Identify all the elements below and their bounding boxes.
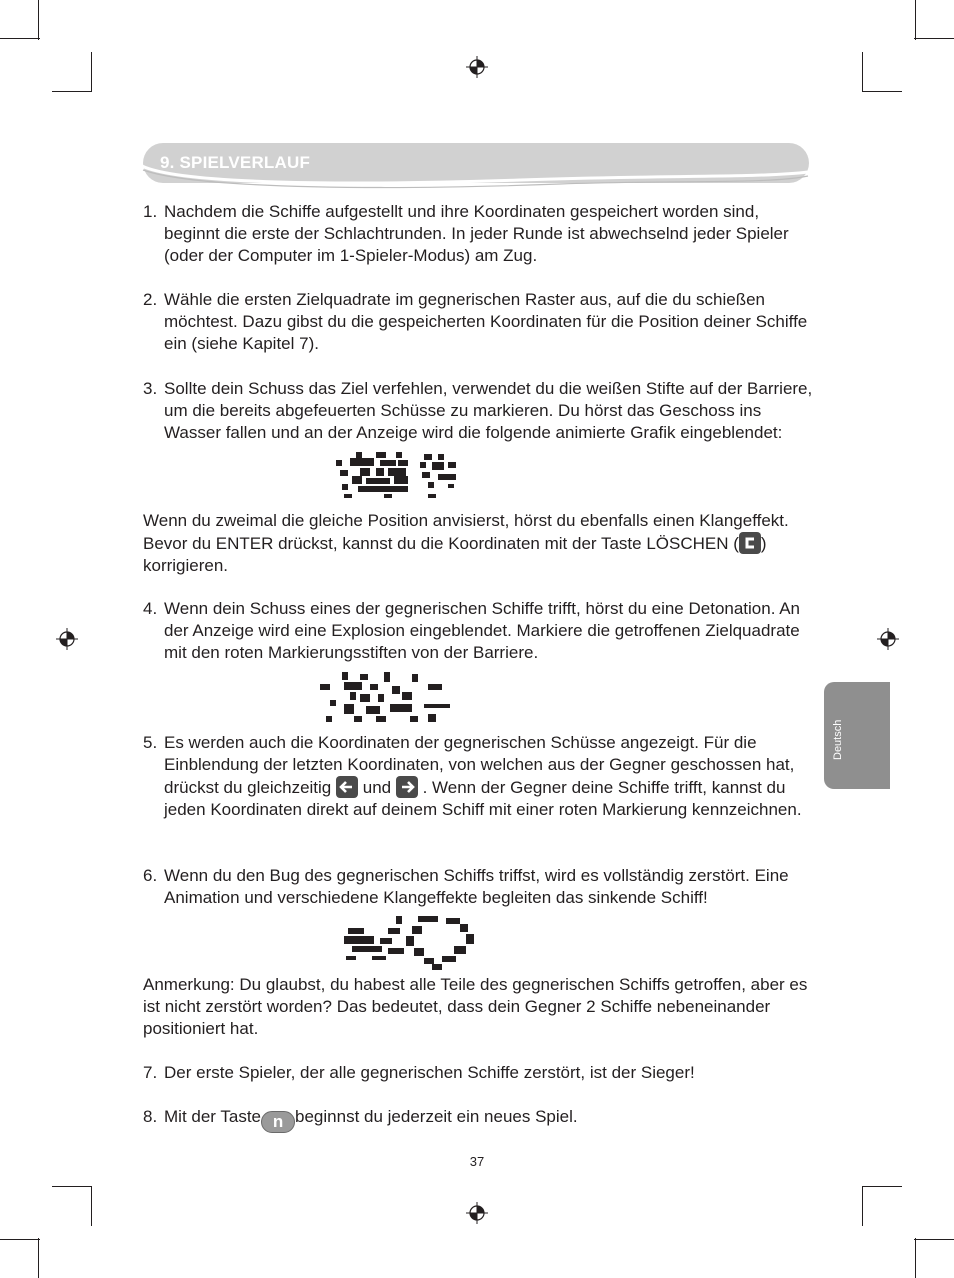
list-item-number: 3. [143, 379, 158, 398]
list-item [143, 732, 813, 821]
list-item-text-part: und [362, 778, 392, 797]
crop-mark [915, 1238, 916, 1278]
list-item-number: 8. [143, 1107, 158, 1126]
list-item-text: Nachdem die Schiffe aufgestellt und ihre Koordinaten gespeichert worden sind, beginnt die erste der Schlachtrunden. In jeder Runde ist abwechselnd jeder Spieler (oder der Computer im 1-Spieler-Modus) am Zug. [164, 202, 789, 265]
crop-mark [38, 0, 39, 40]
registration-mark-icon [877, 628, 899, 650]
list-item [143, 1106, 813, 1133]
paragraph-text: ) korrigieren. [143, 534, 767, 575]
new-game-key-icon: n [261, 1111, 295, 1133]
paragraph-text: Wenn du zweimal die gleiche Position anvisierst, hörst du ebenfalls einen Klangeffekt. Bevor du ENTER drückst, kannst du die Koordinaten mit der Taste LÖSCHEN ( [143, 511, 789, 553]
section-title: 9. SPIELVERLAUF [160, 153, 311, 172]
crop-mark [862, 1186, 902, 1187]
registration-mark-icon [466, 56, 488, 78]
language-label: Deutsch [832, 719, 844, 760]
list-item-text: Wenn du den Bug des gegnerischen Schiffs triffst, wird es vollständig zerstört. Eine Animation und verschiedene Klangeffekte begleiten das sinkende Schiff! [164, 866, 789, 907]
crop-mark [38, 1238, 39, 1278]
list-item [143, 289, 813, 355]
crop-mark [91, 52, 92, 92]
registration-mark-icon [56, 628, 78, 650]
crop-mark [914, 1239, 954, 1240]
crop-mark [91, 1186, 92, 1226]
crop-mark [862, 91, 902, 92]
list-item-text [164, 732, 813, 821]
clear-key-icon [739, 532, 761, 554]
splash-pixel-graphic [336, 450, 460, 500]
list-item-number: 7. [143, 1063, 158, 1082]
list-item [143, 598, 813, 664]
list-item-text [164, 1106, 813, 1133]
crop-mark [52, 1186, 92, 1187]
list-item-text-part: Es werden auch die Koordinaten der gegnerischen Schüsse angezeigt. Für die Einblendung der letzten Koordinaten, von welchen aus der Gegner geschossen hat, drückst du gleichzeitig [164, 733, 795, 797]
crop-mark [914, 38, 954, 39]
list-item-text-part: . Wenn der Gegner deine Schiffe trifft, kannst du jeden Koordinaten direkt auf deinem Schiff mit einer roten Markierung kennzeichnen. [164, 778, 802, 819]
registration-mark-icon [466, 1202, 488, 1224]
list-item [143, 201, 813, 267]
list-item-number: 4. [143, 599, 158, 618]
list-item-text-part: Mit der Taste [164, 1107, 262, 1126]
crop-mark [0, 38, 40, 39]
list-item [143, 865, 813, 909]
list-item-number: 6. [143, 866, 158, 885]
crop-mark [915, 0, 916, 40]
crop-mark [862, 1186, 863, 1226]
list-item-text: Wenn dein Schuss eines der gegnerischen Schiffe trifft, hörst du eine Detonation. An der Anzeige wird eine Explosion eingeblendet. Markiere die getroffenen Zielquadrate mit den roten Markierungsstiften von der Barriere. [164, 599, 801, 662]
crop-mark [52, 91, 92, 92]
right-arrow-key-icon [396, 776, 418, 798]
paragraph [143, 510, 813, 577]
left-arrow-key-icon [336, 776, 358, 798]
crop-mark [0, 1239, 40, 1240]
list-item-number: 5. [143, 733, 158, 752]
list-item-text: Sollte dein Schuss das Ziel verfehlen, verwendet du die weißen Stifte auf der Barriere, um die bereits abgefeuerten Schüsse zu markieren. Du hörst das Geschoss ins Wasser fallen und an der Anzeige wird die folgende animierte Grafik eingeblendet: [164, 379, 813, 442]
explosion-pixel-graphic [320, 670, 452, 724]
list-item-number: 1. [143, 202, 158, 221]
list-item [143, 1062, 813, 1084]
list-item-text: Der erste Spieler, der alle gegnerischen Schiffe zerstört, ist der Sieger! [164, 1063, 695, 1082]
list-item [143, 378, 813, 444]
crop-mark [862, 52, 863, 92]
language-side-tab [824, 682, 890, 789]
list-item-text-part: beginnst du jederzeit ein neues Spiel. [295, 1107, 578, 1126]
list-item-number: 2. [143, 290, 158, 309]
list-item-text: Wähle die ersten Zielquadrate im gegnerischen Raster aus, auf die du schießen möchtest. Dazu gibst du die gespeicherten Koordinaten für die Position deiner Schiffe ein (siehe Kapitel 7). [164, 290, 808, 353]
note-paragraph: Anmerkung: Du glaubst, du habest alle Teile des gegnerischen Schiffs getroffen, aber es ist nicht zerstört worden? Das bedeutet, dass dein Gegner 2 Schiffe nebeneinander positioniert hat. [143, 975, 808, 1038]
page-number: 37 [469, 1154, 485, 1169]
sinking-ship-pixel-graphic [344, 914, 484, 970]
